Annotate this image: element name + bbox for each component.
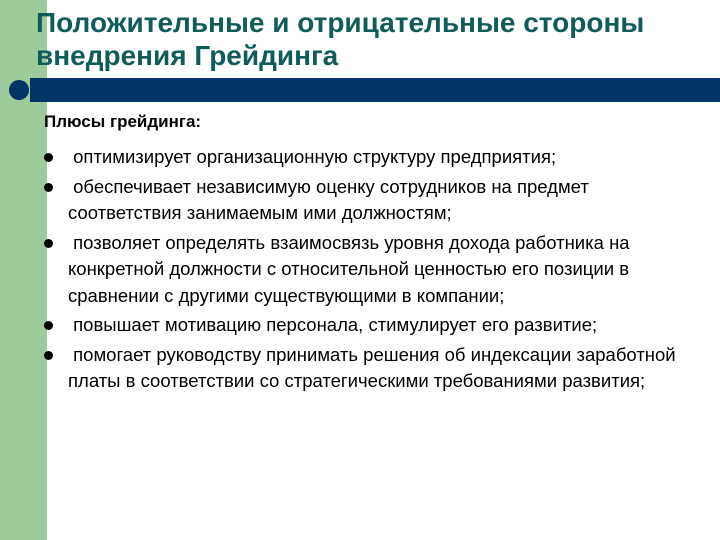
bullet-item: [44, 230, 704, 310]
divider-band: [30, 78, 720, 102]
bullet-item: [44, 312, 704, 339]
bullet-text: обеспечивает независимую оценку сотрудников на предмет соответствия занимаемым ими должностям;: [68, 175, 594, 223]
bullet-item: [44, 174, 704, 227]
bullet-text: оптимизирует организационную структуру предприятия;: [68, 146, 557, 167]
bullet-item: [44, 342, 704, 395]
bullet-text: позволяет определять взаимосвязь уровня дохода работника на конкретной должности с относительной ценностью его позиции в сравнении с другими существующими в компании;: [68, 231, 635, 306]
slide-body: [44, 110, 704, 398]
title-divider: [0, 78, 720, 102]
bullet-icon: [44, 239, 53, 248]
bullet-icon: [44, 351, 53, 360]
slide-title: Положительные и отрицательные стороны внедрения Грейдинга: [36, 7, 645, 71]
section-heading: Плюсы грейдинга:: [44, 112, 202, 131]
bullet-text: помогает руководству принимать решения об индексации заработной платы в соответствии со стратегическими требованиями развития;: [68, 343, 681, 391]
bullet-icon: [44, 153, 53, 162]
bullet-text: повышает мотивацию персонала, стимулирует его развитие;: [68, 314, 598, 335]
bullet-list: [44, 144, 704, 395]
bullet-item: [44, 144, 704, 171]
divider-dot: [9, 80, 29, 100]
bullet-icon: [44, 183, 53, 192]
bullet-icon: [44, 321, 53, 330]
